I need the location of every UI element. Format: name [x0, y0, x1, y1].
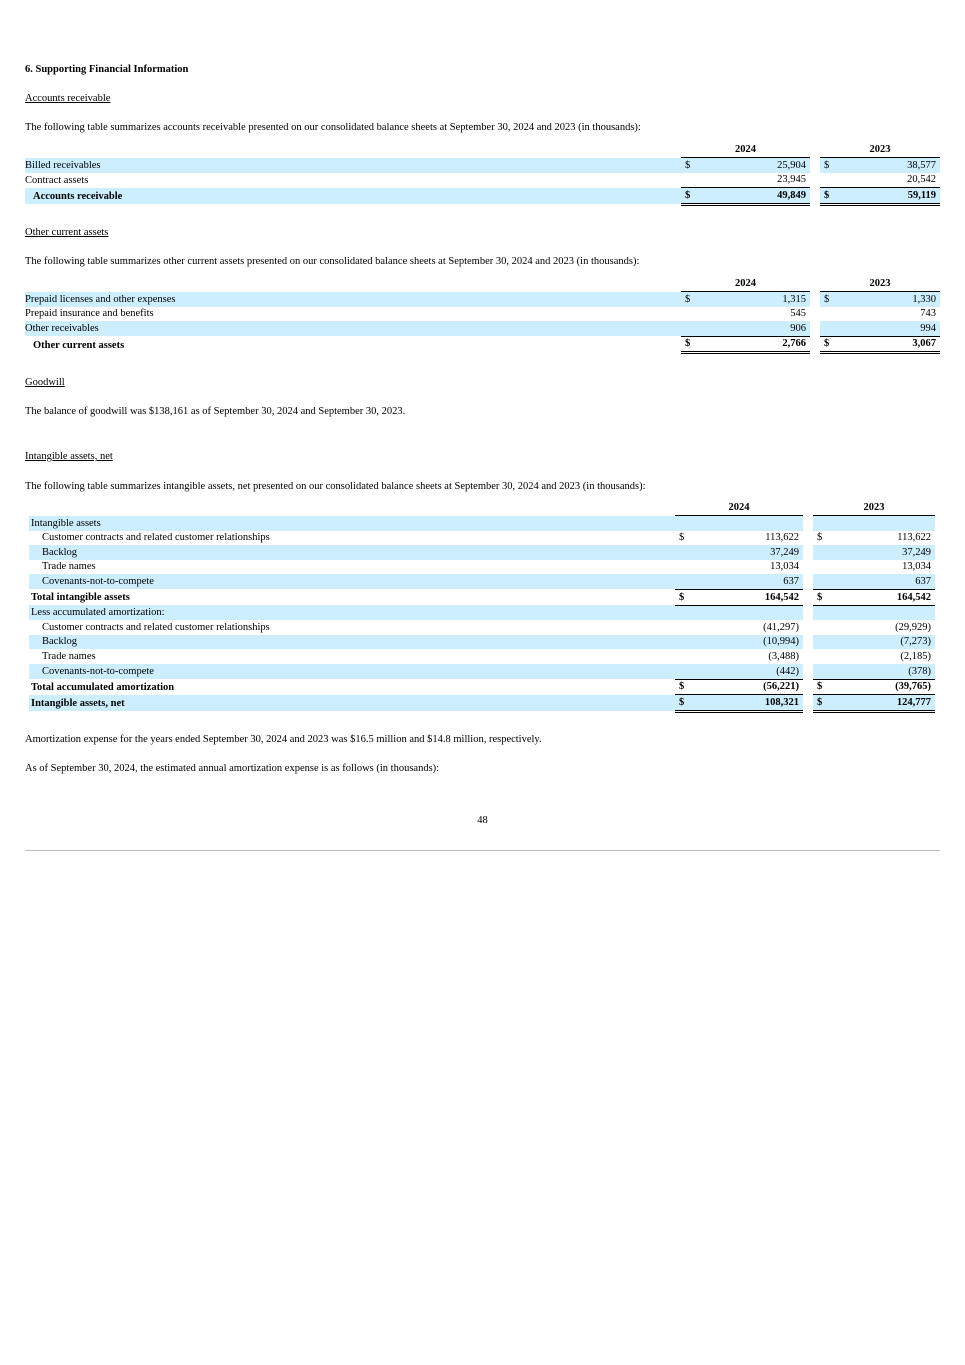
value-2023: 164,542	[827, 589, 935, 605]
row-label: Customer contracts and related customer relationships	[42, 532, 270, 544]
table-row	[29, 605, 935, 620]
dollar-sign: $	[820, 336, 834, 353]
value-2023: 13,034	[902, 561, 931, 573]
row-label: Prepaid licenses and other expenses	[25, 292, 681, 307]
row-label: Less accumulated amortization:	[29, 605, 675, 620]
value-2024: 164,542	[689, 589, 803, 605]
value-2024: (3,488)	[768, 650, 799, 662]
page-number: 48	[477, 815, 488, 826]
value-2023: (2,185)	[900, 650, 931, 662]
value-2024: 2,766	[695, 336, 810, 353]
dollar-sign	[681, 173, 695, 188]
value-2023: 743	[920, 308, 936, 320]
table-row	[29, 531, 935, 546]
value-2023: (29,929)	[895, 621, 931, 633]
dollar-sign: $	[681, 336, 695, 353]
dollar-sign: $	[675, 589, 689, 605]
value-2023: 113,622	[897, 532, 931, 544]
dollar-sign: $	[681, 188, 695, 205]
table-row	[25, 307, 940, 322]
value-2023: 124,777	[827, 695, 935, 712]
ia-table	[29, 501, 935, 713]
table-row	[25, 188, 940, 205]
dollar-sign	[675, 516, 689, 531]
value-2024: (41,297)	[763, 621, 799, 633]
value-2024: 108,321	[689, 695, 803, 712]
dollar-sign	[675, 649, 689, 664]
oca-col-2023: 2023	[820, 277, 940, 292]
oca-title: Other current assets	[25, 227, 109, 238]
dollar-sign: $	[820, 188, 834, 205]
dollar-sign	[675, 574, 689, 589]
dollar-sign	[813, 635, 827, 650]
row-label: Other receivables	[25, 321, 681, 336]
estimate-text: As of September 30, 2024, the estimated annual amortization expense is as follows (in thousands):	[25, 763, 440, 774]
dollar-sign: $	[681, 158, 695, 173]
dollar-sign	[675, 605, 689, 620]
row-label: Accounts receivable	[25, 188, 681, 205]
ar-col-2023: 2023	[820, 143, 940, 158]
dollar-sign: $	[820, 292, 834, 307]
dollar-sign	[813, 620, 827, 635]
value-2024	[689, 605, 803, 620]
row-label: Trade names	[42, 561, 96, 573]
page-divider	[25, 850, 940, 851]
row-label: Total intangible assets	[31, 592, 130, 604]
goodwill-text: The balance of goodwill was $138,161 as of September 30, 2024 and September 30, 2023.	[25, 406, 406, 417]
value-2024: 49,849	[695, 188, 810, 205]
dollar-sign	[813, 574, 827, 589]
dollar-sign	[813, 545, 827, 560]
value-2024: 637	[689, 574, 803, 589]
value-2023: 1,330	[834, 292, 940, 307]
dollar-sign: $	[820, 158, 834, 173]
dollar-sign	[820, 173, 834, 188]
row-label: Covenants-not-to-compete	[29, 664, 675, 679]
dollar-sign	[681, 321, 695, 336]
dollar-sign: $	[681, 292, 695, 307]
dollar-sign	[813, 605, 827, 620]
dollar-sign	[681, 307, 695, 322]
row-label: Billed receivables	[25, 158, 681, 173]
value-2024: 1,315	[695, 292, 810, 307]
ia-title: Intangible assets, net	[25, 451, 113, 462]
table-row	[29, 695, 935, 712]
table-row	[29, 635, 935, 650]
ia-col-2023: 2023	[813, 501, 935, 516]
value-2024: 37,249	[689, 545, 803, 560]
dollar-sign: $	[675, 695, 689, 712]
dollar-sign: $	[675, 679, 689, 695]
oca-col-2024: 2024	[681, 277, 810, 292]
row-label: Other current assets	[33, 339, 125, 351]
dollar-sign	[813, 649, 827, 664]
value-2023: (39,765)	[827, 679, 935, 695]
row-label: Total accumulated amortization	[31, 681, 175, 693]
section-heading: 6. Supporting Financial Information	[25, 64, 189, 75]
amortization-text: Amortization expense for the years ended September 30, 2024 and 2023 was $16.5 million and $14.8 million, respectively.	[25, 734, 542, 745]
table-row	[29, 516, 935, 531]
value-2023: (378)	[827, 664, 935, 679]
dollar-sign: $	[813, 679, 827, 695]
dollar-sign	[820, 307, 834, 322]
table-row	[29, 649, 935, 664]
value-2023: (7,273)	[827, 635, 935, 650]
value-2024: 13,034	[770, 561, 799, 573]
value-2024: (442)	[689, 664, 803, 679]
dollar-sign	[675, 635, 689, 650]
row-label: Trade names	[42, 650, 96, 662]
value-2024: 25,904	[695, 158, 810, 173]
table-row	[29, 545, 935, 560]
table-row	[25, 336, 940, 353]
table-row	[29, 664, 935, 679]
dollar-sign	[813, 516, 827, 531]
value-2024: 906	[695, 321, 810, 336]
table-row	[25, 292, 940, 307]
value-2023: 637	[827, 574, 935, 589]
row-label: Covenants-not-to-compete	[29, 574, 675, 589]
table-row	[29, 620, 935, 635]
table-row	[25, 158, 940, 173]
table-row	[25, 321, 940, 336]
table-row	[29, 679, 935, 695]
table-row	[29, 574, 935, 589]
value-2024: (56,221)	[689, 679, 803, 695]
ar-table	[25, 143, 940, 206]
goodwill-title: Goodwill	[25, 377, 65, 388]
dollar-sign: $	[813, 589, 827, 605]
value-2023: 59,119	[834, 188, 940, 205]
row-label: Backlog	[29, 635, 675, 650]
dollar-sign: $	[813, 695, 827, 712]
value-2023: 37,249	[827, 545, 935, 560]
value-2023	[827, 605, 935, 620]
row-label: Intangible assets, net	[29, 695, 675, 712]
value-2024: 545	[790, 308, 806, 320]
value-2023: 38,577	[834, 158, 940, 173]
dollar-sign	[820, 321, 834, 336]
value-2024: (10,994)	[689, 635, 803, 650]
row-label: Intangible assets	[29, 516, 675, 531]
dollar-sign	[675, 664, 689, 679]
row-label: Customer contracts and related customer relationships	[42, 621, 270, 633]
row-label: Contract assets	[25, 174, 89, 186]
oca-table	[25, 277, 940, 354]
dollar-sign: $	[679, 532, 685, 544]
value-2024: 23,945	[695, 173, 810, 188]
ar-col-2024: 2024	[681, 143, 810, 158]
value-2023: 994	[834, 321, 940, 336]
value-2023: 3,067	[834, 336, 940, 353]
row-label: Backlog	[29, 545, 675, 560]
row-label: Prepaid insurance and benefits	[25, 308, 154, 320]
value-2023	[827, 516, 935, 531]
table-row	[25, 173, 940, 188]
ar-title: Accounts receivable	[25, 93, 111, 104]
dollar-sign	[813, 664, 827, 679]
ia-intro: The following table summarizes intangible assets, net presented on our consolidated balance sheets at September 30, 2024 and 2023 (in thousands):	[25, 481, 646, 492]
oca-intro: The following table summarizes other current assets presented on our consolidated balance sheets at September 30, 2024 and 2023 (in thousands):	[25, 256, 640, 267]
dollar-sign	[675, 545, 689, 560]
ia-col-2024: 2024	[675, 501, 803, 516]
value-2024: 113,622	[765, 532, 799, 544]
table-row	[29, 589, 935, 605]
dollar-sign	[675, 560, 689, 575]
value-2024	[689, 516, 803, 531]
dollar-sign	[675, 620, 689, 635]
ar-intro: The following table summarizes accounts receivable presented on our consolidated balance sheets at September 30, 2024 and 2023 (in thousands):	[25, 122, 641, 133]
dollar-sign	[813, 560, 827, 575]
value-2023: 20,542	[834, 173, 940, 188]
dollar-sign: $	[817, 532, 823, 544]
table-row	[29, 560, 935, 575]
